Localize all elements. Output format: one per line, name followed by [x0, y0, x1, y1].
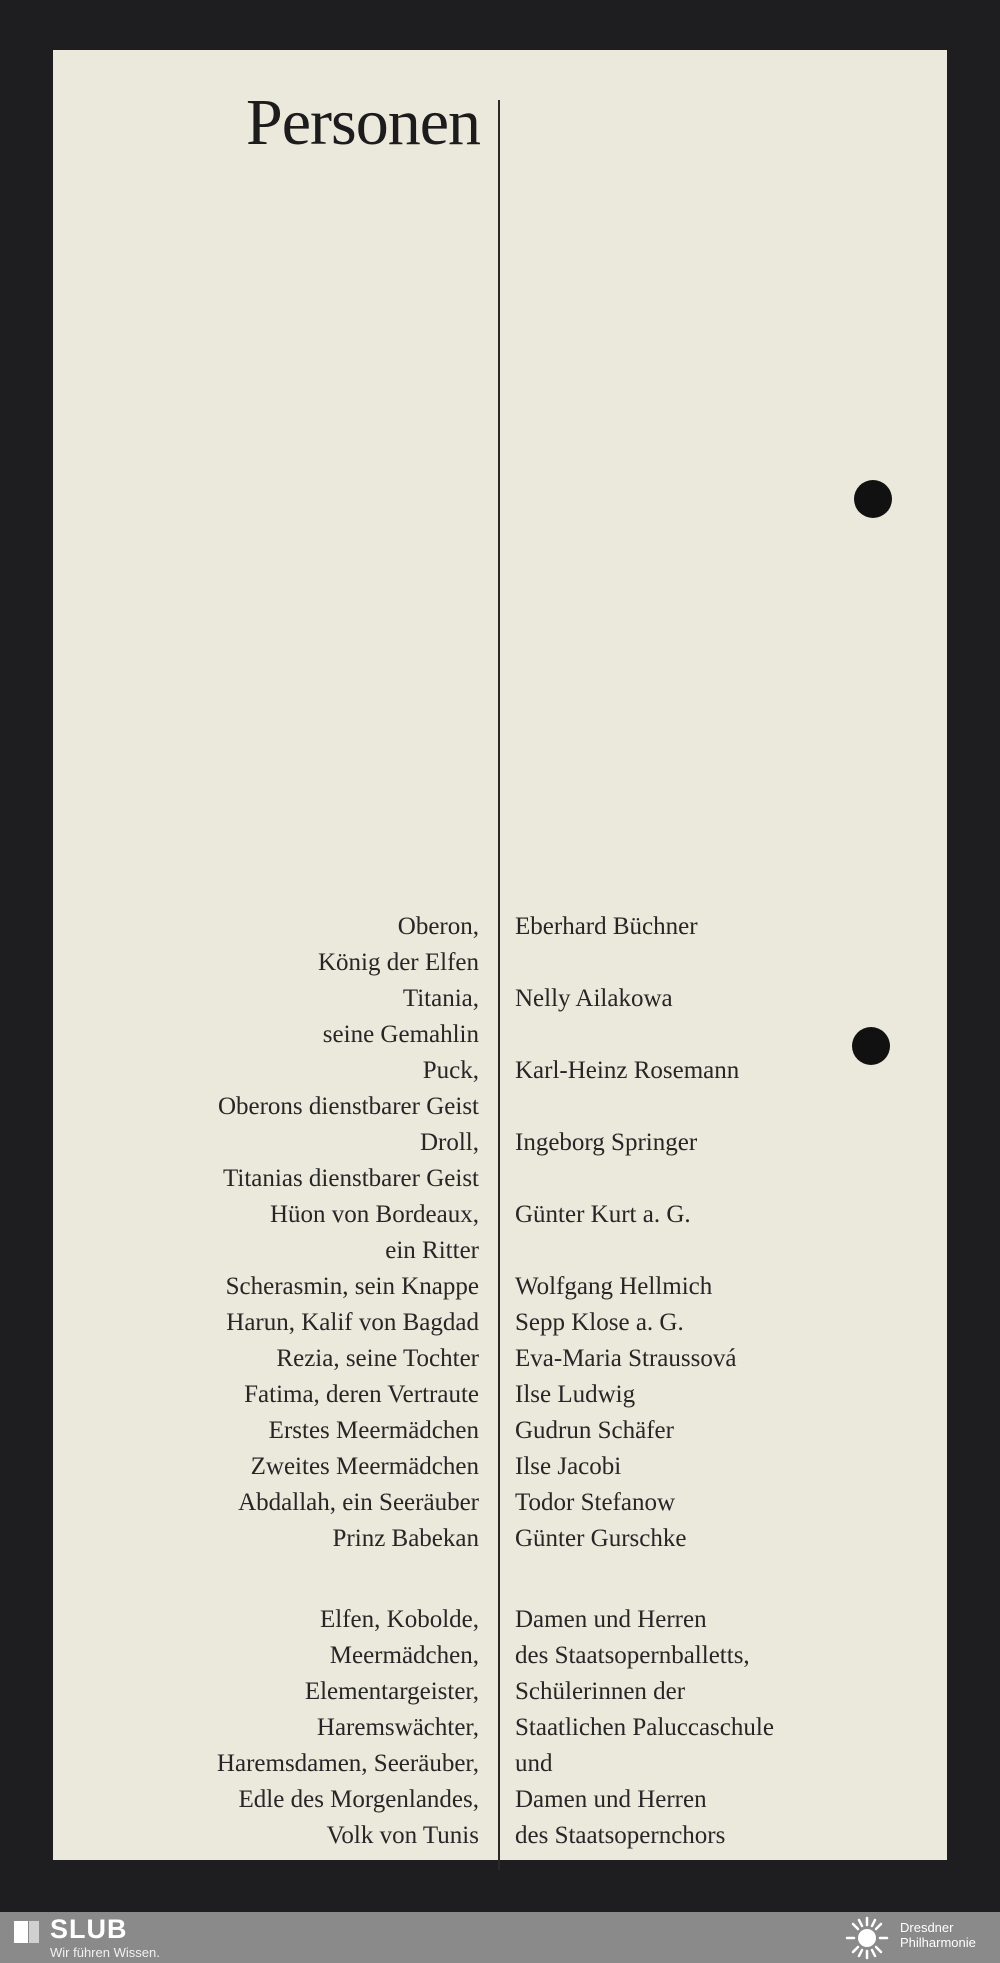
role-description: König der Elfen [317, 949, 479, 976]
punch-hole-top [854, 480, 892, 518]
program-page [53, 50, 947, 1860]
role-name: Titania, [402, 985, 479, 1012]
cast-row [53, 1305, 947, 1341]
ensemble-role: Volk von Tunis [326, 1822, 479, 1849]
role-name: Hüon von Bordeaux, [270, 1201, 479, 1228]
cast-row [53, 1341, 947, 1377]
role-name: Zweites Meermädchen [250, 1453, 479, 1480]
role-name: Fatima, deren Vertraute [244, 1381, 479, 1408]
page-title: Personen [246, 86, 480, 159]
cast-row [53, 1233, 947, 1269]
performer-name: Nelly Ailakowa [515, 985, 673, 1012]
role-name: Erstes Meermädchen [268, 1417, 479, 1444]
role-name: Rezia, seine Tochter [276, 1345, 479, 1372]
partner-name-line2: Philharmonie [900, 1935, 976, 1950]
role-name: Puck, [422, 1057, 479, 1084]
partner-name-line1: Dresdner [900, 1920, 954, 1935]
performer-name: Eberhard Büchner [515, 913, 698, 940]
cast-row [53, 909, 947, 945]
performer-name: Karl-Heinz Rosemann [515, 1057, 740, 1084]
ensemble-performers: des Staatsopernballetts, [515, 1642, 750, 1669]
performer-name: Todor Stefanow [515, 1489, 676, 1516]
role-name: Prinz Babekan [332, 1525, 479, 1552]
ensemble-row [53, 1674, 947, 1710]
cast-row [53, 1449, 947, 1485]
ensemble-role: Haremsdamen, Seeräuber, [216, 1750, 479, 1777]
role-description: Titanias dienstbarer Geist [223, 1165, 479, 1192]
ensemble-role: Meermädchen, [329, 1642, 479, 1669]
performer-name: Wolfgang Hellmich [515, 1273, 713, 1300]
cast-row [53, 1485, 947, 1521]
partner-name [900, 1920, 976, 1950]
cast-row [53, 1413, 947, 1449]
cast-row [53, 1521, 947, 1557]
performer-name: Günter Kurt a. G. [515, 1201, 691, 1228]
role-description: seine Gemahlin [322, 1021, 479, 1048]
performer-name: Gudrun Schäfer [515, 1417, 674, 1444]
cast-row [53, 1017, 947, 1053]
cast-row [53, 1377, 947, 1413]
cast-row [53, 1089, 947, 1125]
ensemble-row [53, 1746, 947, 1782]
slub-logo-icon [12, 1918, 42, 1946]
performer-name: Eva-Maria Straussová [515, 1345, 737, 1372]
performer-name: Günter Gurschke [515, 1525, 687, 1552]
performer-name: Sepp Klose a. G. [515, 1309, 684, 1336]
ensemble-row [53, 1638, 947, 1674]
ensemble-row [53, 1818, 947, 1854]
role-name: Oberon, [397, 913, 479, 940]
cast-row [53, 1197, 947, 1233]
performer-name: Ilse Jacobi [515, 1453, 622, 1480]
cast-row [53, 1125, 947, 1161]
cast-row [53, 1269, 947, 1305]
philharmonie-sunburst-icon [840, 1915, 894, 1961]
performer-name: Ingeborg Springer [515, 1129, 698, 1156]
ensemble-role: Elementargeister, [304, 1678, 479, 1705]
performer-name: Ilse Ludwig [515, 1381, 636, 1408]
ensemble-role: Edle des Morgenlandes, [238, 1786, 479, 1813]
ensemble-role: Haremswächter, [316, 1714, 479, 1741]
library-name: SLUB [50, 1914, 128, 1944]
role-name: Abdallah, ein Seeräuber [238, 1489, 479, 1516]
ensemble-row [53, 1602, 947, 1638]
ensemble-performers: und [515, 1750, 553, 1777]
cast-row [53, 1053, 947, 1089]
ensemble-role: Elfen, Kobolde, [320, 1606, 479, 1633]
ensemble-row [53, 1710, 947, 1746]
ensemble-row [53, 1782, 947, 1818]
ensemble-performers: des Staatsopernchors [515, 1822, 726, 1849]
role-name: Droll, [419, 1129, 479, 1156]
role-description: Oberons dienstbarer Geist [217, 1093, 479, 1120]
role-name: Scherasmin, sein Knappe [225, 1273, 479, 1300]
ensemble-performers: Staatlichen Paluccaschule [515, 1714, 774, 1741]
role-description: ein Ritter [385, 1237, 479, 1264]
cast-row [53, 981, 947, 1017]
footer-bar [0, 1912, 1000, 1963]
library-tagline: Wir führen Wissen. [50, 1945, 160, 1960]
ensemble-performers: Damen und Herren [515, 1606, 707, 1633]
cast-row [53, 945, 947, 981]
ensemble-performers: Damen und Herren [515, 1786, 707, 1813]
role-name: Harun, Kalif von Bagdad [226, 1309, 479, 1336]
ensemble-performers: Schülerinnen der [515, 1678, 686, 1705]
cast-row [53, 1161, 947, 1197]
